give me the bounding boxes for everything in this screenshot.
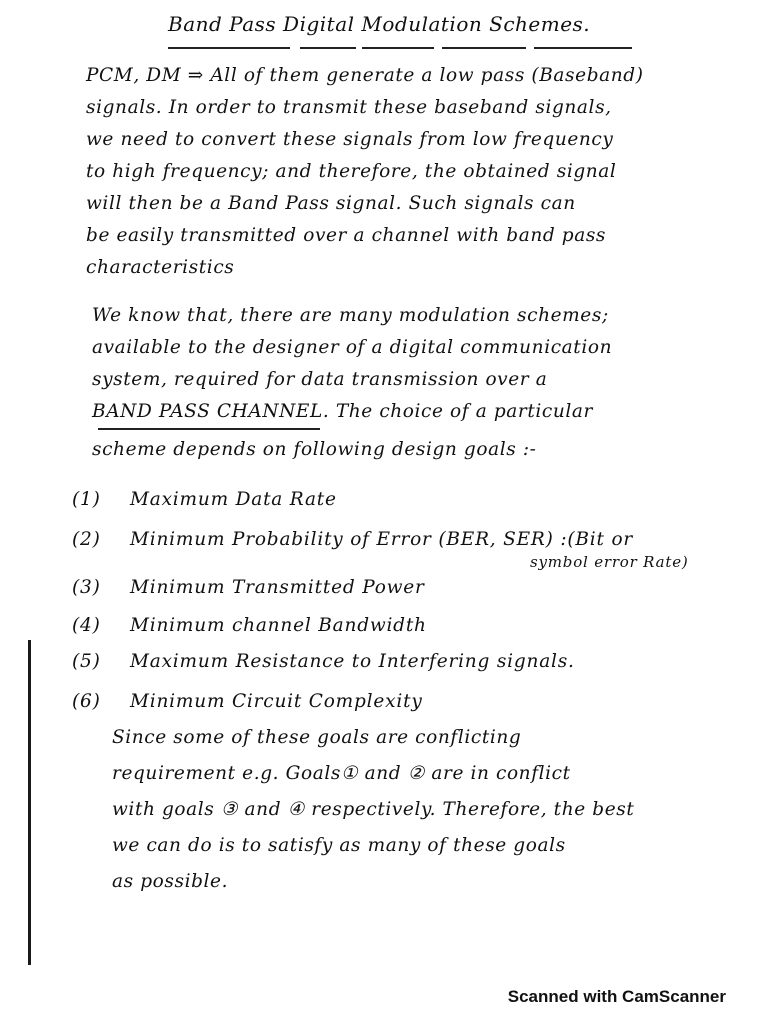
scan-edge-shadow xyxy=(28,640,31,965)
goal-number: (3) xyxy=(72,577,101,598)
text-line: as possible. xyxy=(112,871,229,892)
text-line: we need to convert these signals from low frequency xyxy=(86,129,614,150)
goal-item xyxy=(72,529,732,571)
goal-number: (6) xyxy=(72,691,101,712)
text-line: characteristics xyxy=(86,257,235,278)
text-line: Since some of these goals are conflicting xyxy=(112,727,522,748)
goal-number: (1) xyxy=(72,489,101,510)
goal-text: Maximum Data Rate xyxy=(130,489,337,510)
text-line: available to the designer of a digital communication xyxy=(92,337,613,358)
title-underline xyxy=(168,47,290,49)
text-line: with goals ③ and ④ respectively. Therefore, the best xyxy=(112,799,635,820)
text-line: to high frequency; and therefore, the obtained signal xyxy=(86,161,617,182)
title-underline xyxy=(534,47,632,49)
text-line: be easily transmitted over a channel with band pass xyxy=(86,225,607,246)
goal-item xyxy=(72,651,732,672)
goal-text: Minimum Circuit Complexity xyxy=(130,691,423,712)
goal-text: Minimum channel Bandwidth xyxy=(130,615,427,636)
goal-text: Maximum Resistance to Interfering signals. xyxy=(130,651,575,672)
band-pass-channel-underline xyxy=(98,428,320,430)
title-underline xyxy=(442,47,526,49)
text-line: PCM, DM ⇒ All of them generate a low pass (Baseband) xyxy=(86,65,644,86)
goal-item xyxy=(72,489,732,510)
goal-item xyxy=(72,691,732,712)
goal-subtext: symbol error Rate) xyxy=(530,553,689,571)
title-underline xyxy=(300,47,356,49)
conflict-paragraph xyxy=(112,720,762,900)
text-line: BAND PASS CHANNEL. The choice of a particular xyxy=(92,401,593,422)
goal-number: (4) xyxy=(72,615,101,636)
text-line: system, required for data transmission over a xyxy=(92,369,548,390)
camscanner-watermark: Scanned with CamScanner xyxy=(507,987,726,1006)
page-title: Band Pass Digital Modulation Schemes. xyxy=(168,12,591,36)
text-line: will then be a Band Pass signal. Such signals can xyxy=(86,193,576,214)
text-line: signals. In order to transmit these baseband signals, xyxy=(86,97,612,118)
text-line: requirement e.g. Goals① and ② are in conflict xyxy=(112,763,571,784)
title-underline xyxy=(362,47,434,49)
goal-number: (2) xyxy=(72,529,101,550)
goal-number: (5) xyxy=(72,651,101,672)
goal-item xyxy=(72,577,732,598)
text-line: scheme depends on following design goals :- xyxy=(92,439,537,460)
text-line: We know that, there are many modulation schemes; xyxy=(92,305,609,326)
design-goals-paragraph xyxy=(92,300,742,466)
goal-text: Minimum Transmitted Power xyxy=(130,577,425,598)
text-line: we can do is to satisfy as many of these goals xyxy=(112,835,566,856)
goal-text: Minimum Probability of Error (BER, SER) :(Bit or xyxy=(130,529,634,550)
intro-paragraph xyxy=(86,60,736,284)
goal-item xyxy=(72,615,732,636)
